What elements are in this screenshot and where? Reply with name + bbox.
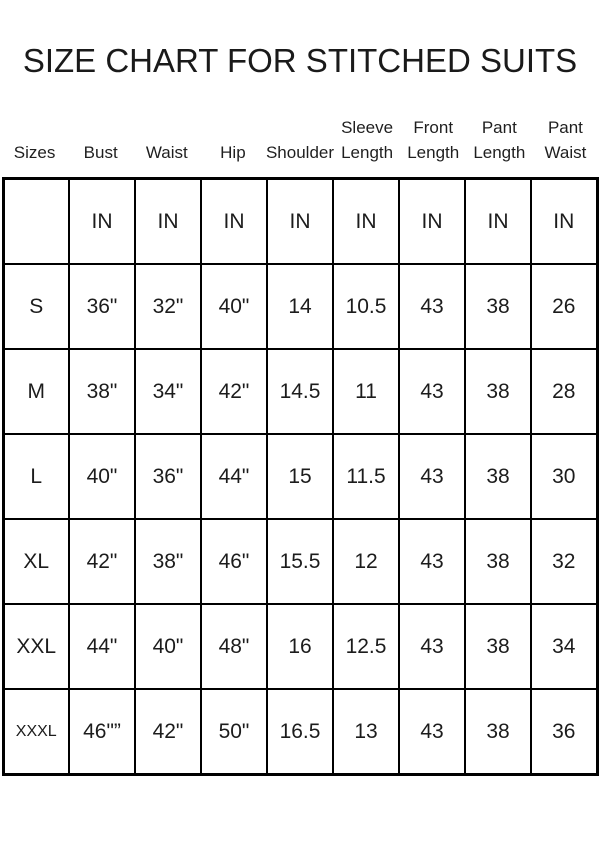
size-label-cell: XL [3, 519, 69, 604]
unit-cell: IN [201, 179, 267, 265]
value-cell: 14.5 [267, 349, 333, 434]
value-cell: 38" [69, 349, 135, 434]
column-header-front-length: Front Length [407, 118, 460, 162]
value-cell: 48" [201, 604, 267, 689]
value-cell: 46" [201, 519, 267, 604]
size-label-cell: M [3, 349, 69, 434]
value-cell: 34 [531, 604, 597, 689]
value-cell: 12 [333, 519, 399, 604]
column-header-hip: Hip [220, 142, 246, 162]
value-cell: 38" [135, 519, 201, 604]
column-header-row [2, 116, 599, 165]
value-cell: 10.5 [333, 264, 399, 349]
size-row-xxl [3, 604, 597, 689]
value-cell: 40" [69, 434, 135, 519]
column-header-pant-length: Pant Length [473, 118, 526, 162]
column-header-sleeve-length: Sleeve Length [341, 118, 394, 162]
value-cell: 13 [333, 689, 399, 775]
value-cell: 43 [399, 349, 465, 434]
value-cell: 34" [135, 349, 201, 434]
value-cell: 12.5 [333, 604, 399, 689]
value-cell: 32" [135, 264, 201, 349]
size-row-m [3, 349, 597, 434]
value-cell: 36 [531, 689, 597, 775]
unit-cell: IN [531, 179, 597, 265]
value-cell: 38 [465, 519, 531, 604]
size-chart-body [3, 179, 597, 775]
unit-cell: IN [69, 179, 135, 265]
value-cell: 15 [267, 434, 333, 519]
value-cell: 44" [69, 604, 135, 689]
empty-cell [3, 179, 69, 265]
units-row [3, 179, 597, 265]
unit-cell: IN [267, 179, 333, 265]
unit-cell: IN [135, 179, 201, 265]
size-label-cell: XXXL [3, 689, 69, 775]
value-cell: 15.5 [267, 519, 333, 604]
size-chart-table [2, 177, 599, 776]
value-cell: 50" [201, 689, 267, 775]
value-cell: 42" [69, 519, 135, 604]
value-cell: 43 [399, 689, 465, 775]
value-cell: 43 [399, 604, 465, 689]
unit-cell: IN [333, 179, 399, 265]
page-title: SIZE CHART FOR STITCHED SUITS [22, 42, 578, 79]
value-cell: 43 [399, 434, 465, 519]
column-header-sizes: Sizes [13, 142, 56, 162]
size-label-cell: L [3, 434, 69, 519]
size-row-s [3, 264, 597, 349]
unit-cell: IN [399, 179, 465, 265]
value-cell: 11.5 [333, 434, 399, 519]
value-cell: 38 [465, 434, 531, 519]
value-cell: 36" [69, 264, 135, 349]
column-header-waist: Waist [145, 142, 188, 162]
value-cell: 43 [399, 519, 465, 604]
value-cell: 38 [465, 604, 531, 689]
size-label-cell: S [3, 264, 69, 349]
value-cell: 36" [135, 434, 201, 519]
value-cell: 16.5 [267, 689, 333, 775]
value-cell: 16 [267, 604, 333, 689]
size-row-l [3, 434, 597, 519]
unit-cell: IN [465, 179, 531, 265]
size-row-xl [3, 519, 597, 604]
value-cell: 26 [531, 264, 597, 349]
size-row-xxxl [3, 689, 597, 775]
value-cell: 42" [201, 349, 267, 434]
value-cell: 38 [465, 264, 531, 349]
value-cell: 32 [531, 519, 597, 604]
value-cell: 40" [135, 604, 201, 689]
value-cell: 43 [399, 264, 465, 349]
value-cell: 42" [135, 689, 201, 775]
value-cell: 38 [465, 349, 531, 434]
column-header-bust: Bust [83, 142, 118, 162]
value-cell: 46"” [69, 689, 135, 775]
value-cell: 14 [267, 264, 333, 349]
value-cell: 30 [531, 434, 597, 519]
value-cell: 28 [531, 349, 597, 434]
column-header-pant-waist: Pant Waist [544, 118, 587, 162]
value-cell: 38 [465, 689, 531, 775]
size-label-cell: XXL [3, 604, 69, 689]
value-cell: 11 [333, 349, 399, 434]
value-cell: 40" [201, 264, 267, 349]
value-cell: 44" [201, 434, 267, 519]
column-header-shoulder: Shoulder [265, 142, 335, 162]
